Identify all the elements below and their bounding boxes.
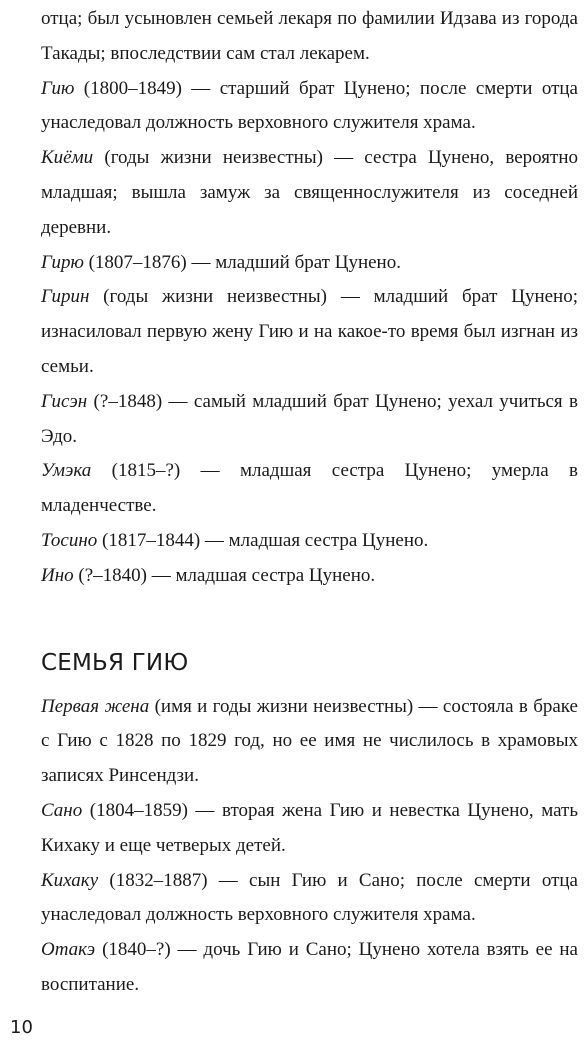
- entry-ino: [41, 559, 578, 594]
- entry-name: Тосино: [41, 529, 98, 551]
- entry-name: Гию: [41, 77, 75, 99]
- entry-giryu: [41, 246, 578, 281]
- entry-name: Отакэ: [41, 939, 96, 961]
- entry-name: Умэка: [41, 460, 92, 482]
- paragraph-continuation: отца; был усыновлен семьей лекаря по фамилии Идзава из города Такады; впоследствии сам стал лекарем.: [41, 8, 578, 64]
- page-body: [41, 0, 578, 1003]
- entry-text: (1815–?) — младшая сестра Цунено; умерла в младенчестве.: [41, 460, 578, 517]
- entry-text: (?–1848) — самый младший брат Цунено; уехал учиться в Эдо.: [41, 390, 578, 447]
- entry-name: Киёми: [41, 147, 94, 169]
- entry-kiyomi: [41, 141, 578, 245]
- entry-name: Гисэн: [41, 390, 88, 412]
- entry-toshino: [41, 524, 578, 559]
- entry-umeka: [41, 454, 578, 524]
- entry-girin: [41, 280, 578, 384]
- entry-name: Первая жена: [41, 695, 150, 717]
- entry-name: Ино: [41, 564, 74, 586]
- entry-text: (имя и годы жизни неизвестны) — состояла в браке с Гию с 1828 по 1829 год, но ее имя не числилось в храмовых записях Ринсендзи.: [41, 695, 578, 787]
- entry-name: Сано: [41, 799, 83, 821]
- entry-text: (1817–1844) — младшая сестра Цунено.: [97, 529, 429, 551]
- entry-name: Гирю: [41, 251, 84, 273]
- entry-sano: [41, 794, 578, 864]
- entry-gisen: [41, 385, 578, 455]
- entry-text: (1804–1859) — вторая жена Гию и невестка Цунено, мать Кихаку и еще четверых детей.: [41, 799, 578, 856]
- entry-name: Кихаку: [41, 869, 99, 891]
- entry-text: (1832–1887) — сын Гию и Сано; после смерти отца унаследовал должность верховного служителя храма.: [41, 869, 578, 926]
- entry-text: (годы жизни неизвестны) — сестра Цунено, вероятно младшая; вышла замуж за священнослужителя из соседней деревни.: [41, 147, 578, 238]
- entry-name: Гирин: [41, 286, 90, 308]
- entry-text: (годы жизни неизвестны) — младший брат Цунено; изнасиловал первую жену Гию и на какое-то время был изгнан из семьи.: [41, 286, 578, 377]
- entry-first-wife: [41, 690, 578, 794]
- entry-kihaku: [41, 864, 578, 934]
- entry-text: (1800–1849) — старший брат Цунено; после смерти отца унаследовал должность верховного служителя храма.: [41, 77, 578, 134]
- entry-text: (1807–1876) — младший брат Цунено.: [83, 251, 401, 273]
- entry-giyu: [41, 72, 578, 142]
- page-number: 10: [10, 1017, 33, 1038]
- entry-otake: [41, 933, 578, 1003]
- entry-text: (1840–?) — дочь Гию и Сано; Цунено хотела взять ее на воспитание.: [41, 939, 578, 995]
- entry-text: (?–1840) — младшая сестра Цунено.: [73, 564, 376, 586]
- section-heading: СЕМЬЯ ГИЮ: [41, 649, 189, 676]
